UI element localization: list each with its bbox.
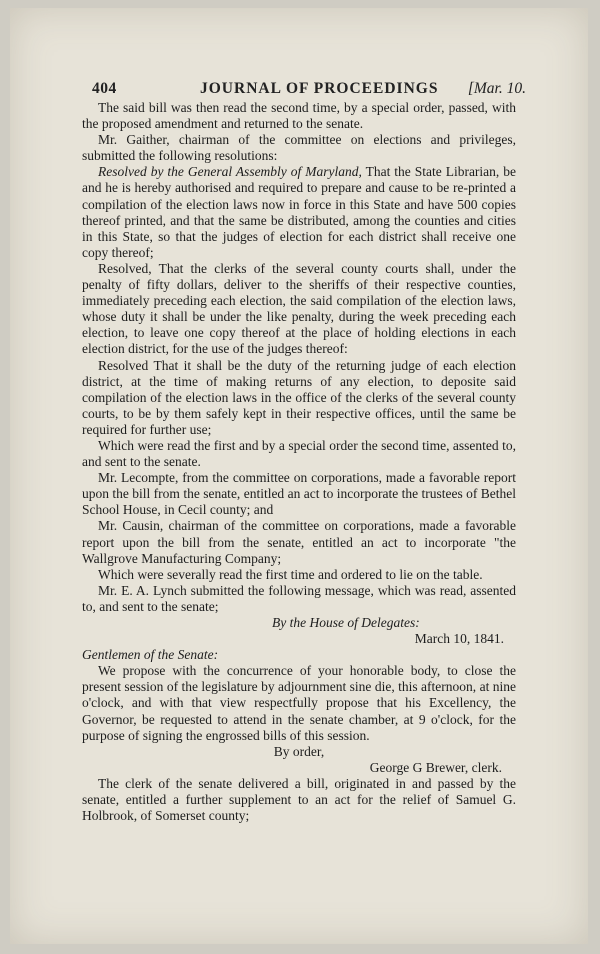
- paragraph-gaither: Mr. Gaither, chairman of the committee on elections and privileges, submitted the following resolutions:: [82, 132, 516, 164]
- paragraph-closing: The clerk of the senate delivered a bill, originated in and passed by the senate, entitled a further supplement to an act for the relief of Samuel G. Holbrook, of Somerset county;: [82, 775, 516, 824]
- paragraph-severally-read: Which were severally read the first time and ordered to lie on the table.: [98, 566, 483, 582]
- paragraph-bill-read: The said bill was then read the second time, by a special order, passed, with the proposed amendment and returned to the senate.: [82, 100, 516, 132]
- message-by-order: By order,: [273, 743, 325, 759]
- page-header: [92, 80, 526, 102]
- paragraph-resolution-returning-judge: Resolved That it shall be the duty of the returning judge of each election district, at the time of making returns of any election, to deposite said compilation of the election laws in the office of the clerks of the several county courts, to be by them safely kept in their respective offices, until the same be required for further use;: [82, 357, 516, 437]
- paragraph-causin: Mr. Causin, chairman of the committee on corporations, made a favorable report upon the bill from the senate, entitled an act to incorporate "the Wallgrove Manufacturing Company;: [82, 518, 516, 566]
- paragraph-lecompte: Mr. Lecompte, from the committee on corporations, made a favorable report upon the bill from the senate, entitled an act to incorporate the trustees of Bethel School House, in Cecil county; and: [82, 470, 516, 518]
- header-date: [Mar. 10.: [467, 80, 526, 97]
- journal-title: JOURNAL OF PROCEEDINGS: [200, 80, 439, 97]
- message-signer: George G Brewer, clerk.: [369, 759, 502, 775]
- paragraph-which-read: Which were read the first and by a special order the second time, assented to, and sent to the senate.: [82, 437, 516, 470]
- journal-body: [82, 100, 516, 824]
- paragraph-resolution-clerks: Resolved, That the clerks of the several county courts shall, under the penalty of fifty dollars, deliver to the sheriffs of their respective counties, immediately preceding each election, the said compilation of the election laws, whose duty it shall be under the like penalty, during the week preceding each election, to leave one copy thereof at the place of holding elections in each election district, for the use of the judges thereof:: [82, 260, 516, 357]
- message-from: By the House of Delegates:: [272, 615, 420, 630]
- page-number: 404: [92, 80, 117, 97]
- message-text: We propose with the concurrence of your honorable body, to close the present session of the legislature by adjournment sine die, this afternoon, at nine o'clock, and with that view respectfully propose that his Excellency, the Governor, be requested to attend in the senate chamber, at 9 o'clock, for the purpose of signing the engrossed bills of this session.: [82, 663, 516, 743]
- message-date: March 10, 1841.: [414, 631, 504, 647]
- paragraph-resolution-librarian: Resolved by the General Assembly of Maryland, That the State Librarian, be and he is hereby authorised and required to prepare and cause to be re-printed a compilation of the election laws now in force in this State and have 500 copies thereof printed, and that the same be distributed, among the counties and cities in this State, so that the judges of election for each district shall receive one copy thereof;: [82, 164, 517, 260]
- message-salutation: Gentlemen of the Senate:: [82, 647, 219, 663]
- paragraph-lynch-message: Mr. E. A. Lynch submitted the following message, which was read, assented to, and sent to the senate;: [82, 582, 516, 614]
